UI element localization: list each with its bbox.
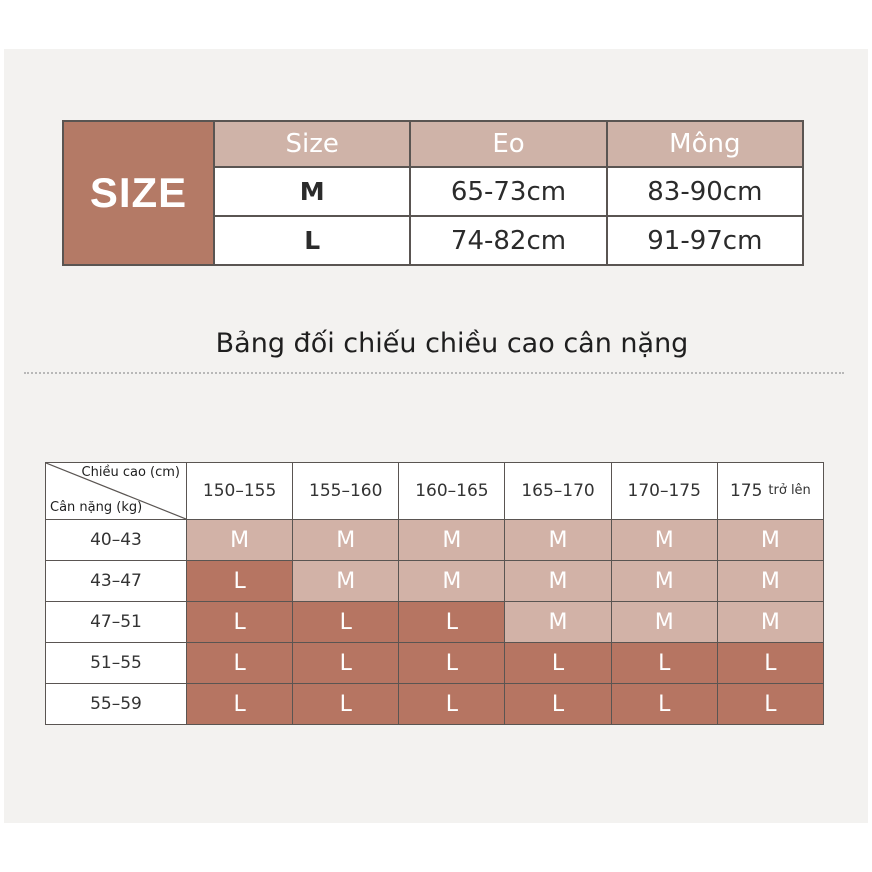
size-brand-label: SIZE bbox=[63, 121, 214, 265]
row-header: 51–55 bbox=[46, 643, 187, 684]
size-cell-l: L bbox=[717, 643, 823, 684]
size-cell-l: L bbox=[399, 684, 505, 725]
chart-header-row bbox=[46, 463, 824, 520]
size-cell: M bbox=[214, 167, 410, 216]
column-header: 170–175 bbox=[611, 463, 717, 520]
header-size: Size bbox=[214, 121, 410, 167]
size-chart-table bbox=[45, 462, 824, 725]
row-header: 43–47 bbox=[46, 561, 187, 602]
corner-cell bbox=[46, 463, 187, 520]
chart-row bbox=[46, 602, 824, 643]
size-cell-m: M bbox=[505, 561, 611, 602]
header-waist: Eo bbox=[410, 121, 606, 167]
size-cell-m: M bbox=[399, 561, 505, 602]
size-cell-l: L bbox=[611, 684, 717, 725]
size-cell-m: M bbox=[505, 602, 611, 643]
size-cell-m: M bbox=[717, 602, 823, 643]
row-header: 47–51 bbox=[46, 602, 187, 643]
size-cell-l: L bbox=[187, 602, 293, 643]
size-cell-l: L bbox=[399, 602, 505, 643]
size-cell-l: L bbox=[399, 643, 505, 684]
size-cell: L bbox=[214, 216, 410, 265]
size-cell-m: M bbox=[505, 520, 611, 561]
corner-weight-label: Cân nặng (kg) bbox=[50, 500, 143, 515]
size-cell-l: L bbox=[717, 684, 823, 725]
size-cell-l: L bbox=[187, 561, 293, 602]
chart-row bbox=[46, 643, 824, 684]
waist-cell: 74-82cm bbox=[410, 216, 606, 265]
header-hip: Mông bbox=[607, 121, 803, 167]
size-cell-l: L bbox=[611, 643, 717, 684]
column-header-value: 175 bbox=[729, 481, 763, 501]
size-cell-m: M bbox=[293, 520, 399, 561]
size-cell-m: M bbox=[717, 561, 823, 602]
column-header-suffix: trở lên bbox=[768, 483, 811, 498]
column-header: 160–165 bbox=[399, 463, 505, 520]
corner-height-label: Chiều cao (cm) bbox=[81, 465, 180, 480]
size-cell-m: M bbox=[717, 520, 823, 561]
dotted-divider bbox=[24, 372, 844, 374]
column-header: 165–170 bbox=[505, 463, 611, 520]
size-cell-m: M bbox=[611, 561, 717, 602]
size-cell-l: L bbox=[187, 643, 293, 684]
chart-row bbox=[46, 684, 824, 725]
hip-cell: 91-97cm bbox=[607, 216, 803, 265]
size-cell-l: L bbox=[505, 684, 611, 725]
chart-row bbox=[46, 561, 824, 602]
size-cell-l: L bbox=[293, 643, 399, 684]
size-cell-m: M bbox=[399, 520, 505, 561]
size-table bbox=[62, 120, 804, 266]
size-cell-l: L bbox=[293, 684, 399, 725]
column-header: 150–155 bbox=[187, 463, 293, 520]
size-cell-l: L bbox=[187, 684, 293, 725]
chart-row bbox=[46, 520, 824, 561]
waist-cell: 65-73cm bbox=[410, 167, 606, 216]
size-cell-l: L bbox=[505, 643, 611, 684]
column-header: 155–160 bbox=[293, 463, 399, 520]
size-cell-m: M bbox=[187, 520, 293, 561]
hip-cell: 83-90cm bbox=[607, 167, 803, 216]
page-title: Bảng đối chiếu chiều cao cân nặng bbox=[215, 328, 689, 359]
size-cell-m: M bbox=[611, 602, 717, 643]
row-header: 55–59 bbox=[46, 684, 187, 725]
row-header: 40–43 bbox=[46, 520, 187, 561]
size-cell-m: M bbox=[611, 520, 717, 561]
size-cell-l: L bbox=[293, 602, 399, 643]
size-cell-m: M bbox=[293, 561, 399, 602]
column-header-last bbox=[717, 463, 823, 520]
